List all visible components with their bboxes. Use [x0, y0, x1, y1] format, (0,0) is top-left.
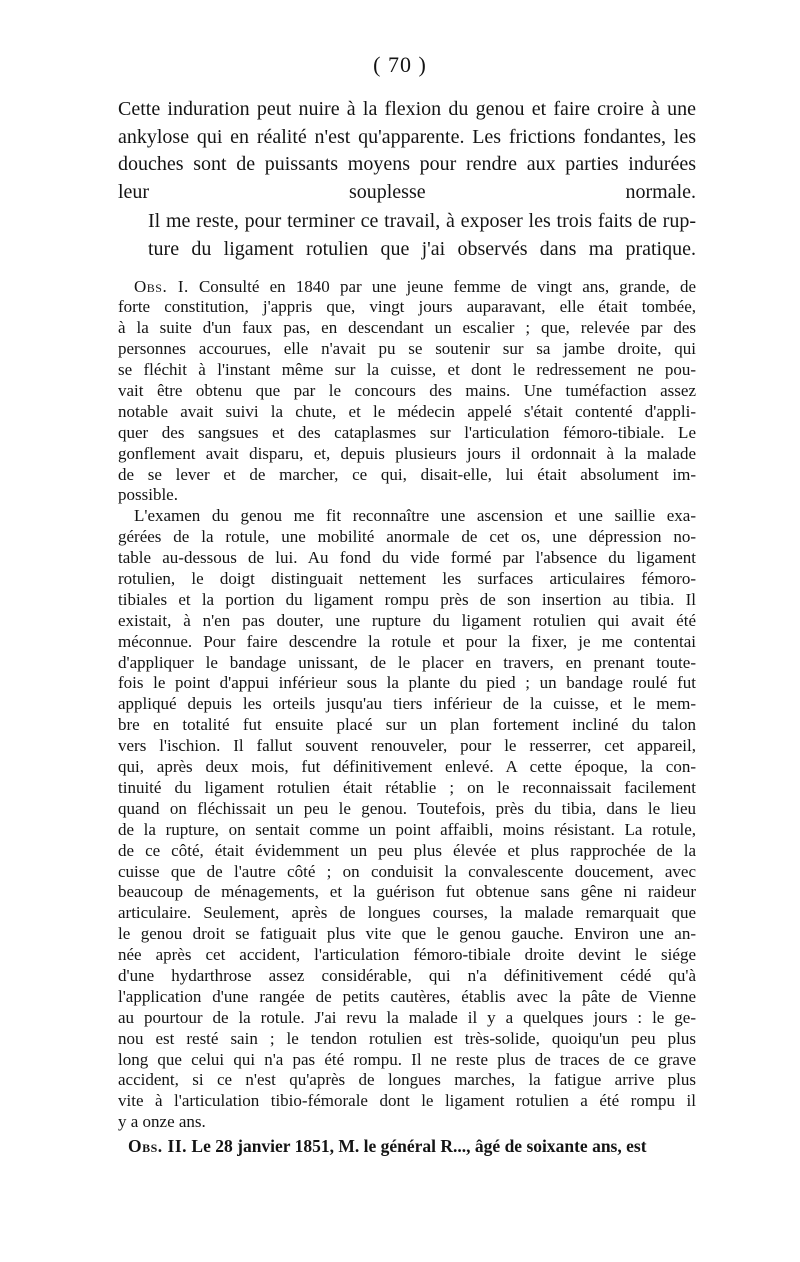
text-line: à la suite d'un faux pas, en descendant un escalier ; que, relevée par des: [118, 318, 696, 338]
text-line: L'examen du genou me fit reconnaître une ascension et une saillie exa-: [134, 506, 696, 526]
text-line: appliqué depuis les orteils jusqu'au tiers inférieur de la cuisse, et le mem-: [118, 694, 696, 714]
text-line: de la rupture, on sentait comme un point affaibli, moins résistant. La rotule,: [118, 819, 696, 839]
text-line: gérées de la rotule, une mobilité anormale de cet os, une dépression no-: [118, 527, 696, 547]
page-number: ( 70 ): [373, 52, 427, 77]
text-line: l'application d'une rangée de petits cautères, établis avec la pâte de Vienne: [118, 986, 696, 1006]
text-line: rotulien, le doigt distinguait nettement les surfaces articulaires fémoro-: [118, 569, 696, 589]
body-text: [118, 96, 696, 1157]
text-line: au pourtour de la rotule. J'ai revu la malade il y a quelques jours : le ge-: [118, 1007, 696, 1027]
text-line: gonflement avait disparu, et, depuis plusieurs jours il ordonnait à la malade: [118, 443, 696, 463]
text-line: notable avait suivi la chute, et le médecin appelé s'était contenté d'appli-: [118, 401, 696, 421]
text-line: nou est resté sain ; le tendon rotulien est très-solide, quoiqu'un peu plus: [118, 1028, 696, 1048]
text-line: de se lever et de marcher, ce qui, disait-elle, lui était absolument im-: [118, 464, 696, 484]
text-line: tibiales et la portion du ligament rompu près de son insertion au tibia. Il: [118, 589, 696, 609]
paragraph-induration: [118, 96, 696, 206]
text-line: d'appliquer le bandage unissant, de le placer en travers, en prenant toute-: [118, 652, 696, 672]
text-line: quand on fléchissait un peu le genou. Toutefois, près du tibia, dans le lieu: [118, 798, 696, 818]
text-line: vite à l'articulation tibio-fémorale dont le ligament rotulien a été rompu il: [118, 1091, 696, 1111]
text-fragment: Consulté en 1840 par une jeune femme de vingt ans, grande, de: [188, 276, 696, 296]
text-line: vers l'ischion. Il fallut souvent renouveler, pour le resserrer, cet appareil,: [118, 736, 696, 756]
text-line: forte constitution, j'appris que, vingt jours auparavant, elle était tombée,: [118, 297, 696, 317]
text-line: née après cet accident, l'articulation fémoro-tibiale droite devint le siége: [118, 945, 696, 965]
text-line: de ce côté, était évidemment un peu plus élevée et plus rapprochée de la: [118, 840, 696, 860]
observation-1: [118, 277, 696, 1134]
text-line: Cette induration peut nuire à la flexion du genou et faire croire à une: [118, 98, 696, 120]
text-line: bre en totalité fut ensuite placé sur un plan fortement incliné du talon: [118, 715, 696, 735]
text-line: articulaire. Seulement, après de longues courses, la malade remarquait que: [118, 903, 696, 923]
text-line: cuisse que de l'autre côté ; on conduisit la convalescente doucement, avec: [118, 861, 696, 881]
text-line: table au-dessous de lui. Au fond du vide formé par l'absence du ligament: [118, 548, 696, 568]
text-line: le genou droit se fatiguait plus vite que le genou gauche. Environ une an-: [118, 924, 696, 944]
text-line: [118, 277, 696, 298]
text-line: accident, si ce n'est qu'après de longues marches, la fatigue arrive plus: [118, 1070, 696, 1090]
text-line: douches sont de puissants moyens pour rendre aux parties indurées: [118, 153, 696, 176]
text-line: vait être obtenu que par le concours des mains. Une tuméfaction assez: [118, 381, 696, 401]
text-line: beaucoup de ménagements, et la guérison fut obtenue sans gêne ni raideur: [118, 882, 696, 902]
text-line: d'une hydarthrose assez considérable, qui n'a définitivement cédé qu'à: [118, 965, 696, 985]
text-line: ankylose qui en réalité n'est qu'apparente. Les frictions fondantes, les: [118, 125, 696, 148]
paragraph-three-cases: [118, 208, 696, 263]
observation-label: Obs. II.: [128, 1136, 188, 1157]
text-line: personnes accourues, elle n'avait pu se soutenir sur sa jambe droite, qui: [118, 339, 696, 359]
text-line: ture du ligament rotulien que j'ai observés dans ma pratique.: [148, 237, 696, 260]
text-line: tinuité du ligament rotulien était rétablie ; on le reconnaissait facilement: [118, 777, 696, 797]
text-line: fois le point d'appui inférieur sous la plante du pied ; un bandage roulé fut: [118, 673, 696, 693]
intro-paragraphs: [118, 96, 696, 264]
text-line: quer des sangsues et des cataplasmes sur l'articulation fémoro-tibiale. Le: [118, 422, 696, 442]
observation-label: Obs. I.: [134, 276, 189, 296]
observation-2: [118, 1136, 696, 1157]
text-line: y a onze ans.: [118, 1112, 206, 1132]
text-line: méconnue. Pour faire descendre la rotule et pour la fixer, je me contentai: [118, 631, 696, 651]
text-line: Il me reste, pour terminer ce travail, à exposer les trois faits de rup-: [148, 210, 696, 233]
text-line: leur souplesse normale.: [118, 180, 696, 203]
text-line: qui, après deux mois, fut définitivement enlevé. A cette époque, la con-: [118, 757, 696, 777]
text-fragment: Le 28 janvier 1851, M. le général R..., âgé de soixante ans, est: [187, 1136, 647, 1157]
text-line: [118, 1136, 696, 1157]
text-line: existait, à n'en pas douter, une rupture du ligament rotulien qui avait été: [118, 610, 696, 630]
text-line: possible.: [118, 485, 178, 505]
text-line: se fléchit à l'instant même sur la cuisse, et dont le redressement ne pou-: [118, 360, 696, 380]
text-line: long que celui qui n'a pas été rompu. Il ne reste plus de traces de ce grave: [118, 1049, 696, 1069]
